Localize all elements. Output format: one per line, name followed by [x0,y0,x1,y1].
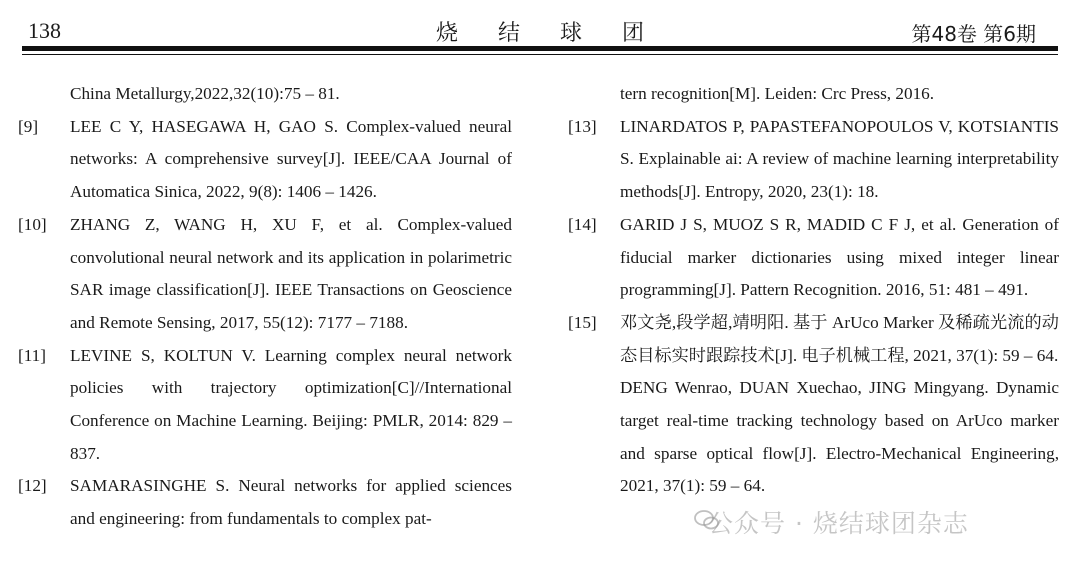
reference-item [568,111,1059,209]
reference-text: LEVINE S, KOLTUN V. Learning complex neural network policies with trajectory optimization[C]//International Conference on Machine Learning. Beijing: PMLR, 2014: 829 – 837. [70,345,512,463]
left-column [18,78,512,536]
watermark-text: 公众号 · 烧结球团杂志 [708,509,969,538]
journal-title: 烧结球团 [435,21,684,46]
reference-text: GARID J S, MUOZ S R, MADID C F J, et al. Generation of fiducial marker dictionaries using mixed integer linear programming[J]. Pattern Recognition. 2016, 51: 481 – 491. [620,214,1059,300]
page-number: 138 [28,18,61,43]
reference-text: LEE C Y, HASEGAWA H, GAO S. Complex-valued neural networks: A comprehensive survey[J]. IEEE/CAA Journal of Automatica Sinica, 2022, 9(8): 1406 – 1426. [70,116,512,202]
reference-item [568,209,1059,307]
reference-item [568,307,1059,372]
reference-text: ZHANG Z, WANG H, XU F, et al. Complex-valued convolutional neural network and its application in polarimetric SAR image classification[J]. IEEE Transactions on Geoscience and Remote Sensing, 2017, 55(12): 7177 – 7188. [70,214,512,332]
reference-text: SAMARASINGHE S. Neural networks for applied sciences and engineering: from fundamentals to complex pat- [70,476,512,529]
reference-number: [10] [18,214,47,234]
header-rule-thick [22,46,1058,51]
reference-number: [15] [568,312,597,332]
reference-continuation: tern recognition[M]. Leiden: Crc Press, 2016. [620,84,935,103]
reference-text: 邓文尧,段学超,靖明阳. 基于 ArUco Marker 及稀疏光流的动态目标实时跟踪技术[J]. 电子机械工程, 2021, 37(1): 59 – 64. [620,312,1059,365]
reference-item [18,111,512,209]
reference-number: [9] [18,116,39,136]
right-column [568,78,1059,503]
reference-item [18,470,512,535]
reference-continuation: China Metallurgy,2022,32(10):75 – 81. [70,84,340,103]
reference-item [18,209,512,340]
header-rule-thin [22,54,1058,55]
reference-text: LINARDATOS P, PAPASTEFANOPOULOS V, KOTSIANTIS S. Explainable ai: A review of machine learning interpretability methods[J]. Entropy, 2020, 23(1): 18. [620,116,1059,202]
reference-number: [14] [568,214,597,234]
reference-number: [12] [18,476,47,496]
reference-number: [11] [18,345,46,365]
reference-translation: DENG Wenrao, DUAN Xuechao, JING Mingyang. Dynamic target real-time tracking technology based on ArUco marker and sparse optical flow[J]. Electro-Mechanical Engineering, 2021, 37(1): 59 – 64. [620,378,1059,496]
issue-info: 第48卷 第6期 [911,22,1036,46]
reference-item [18,340,512,471]
page-header [22,14,1058,48]
reference-number: [13] [568,116,597,136]
